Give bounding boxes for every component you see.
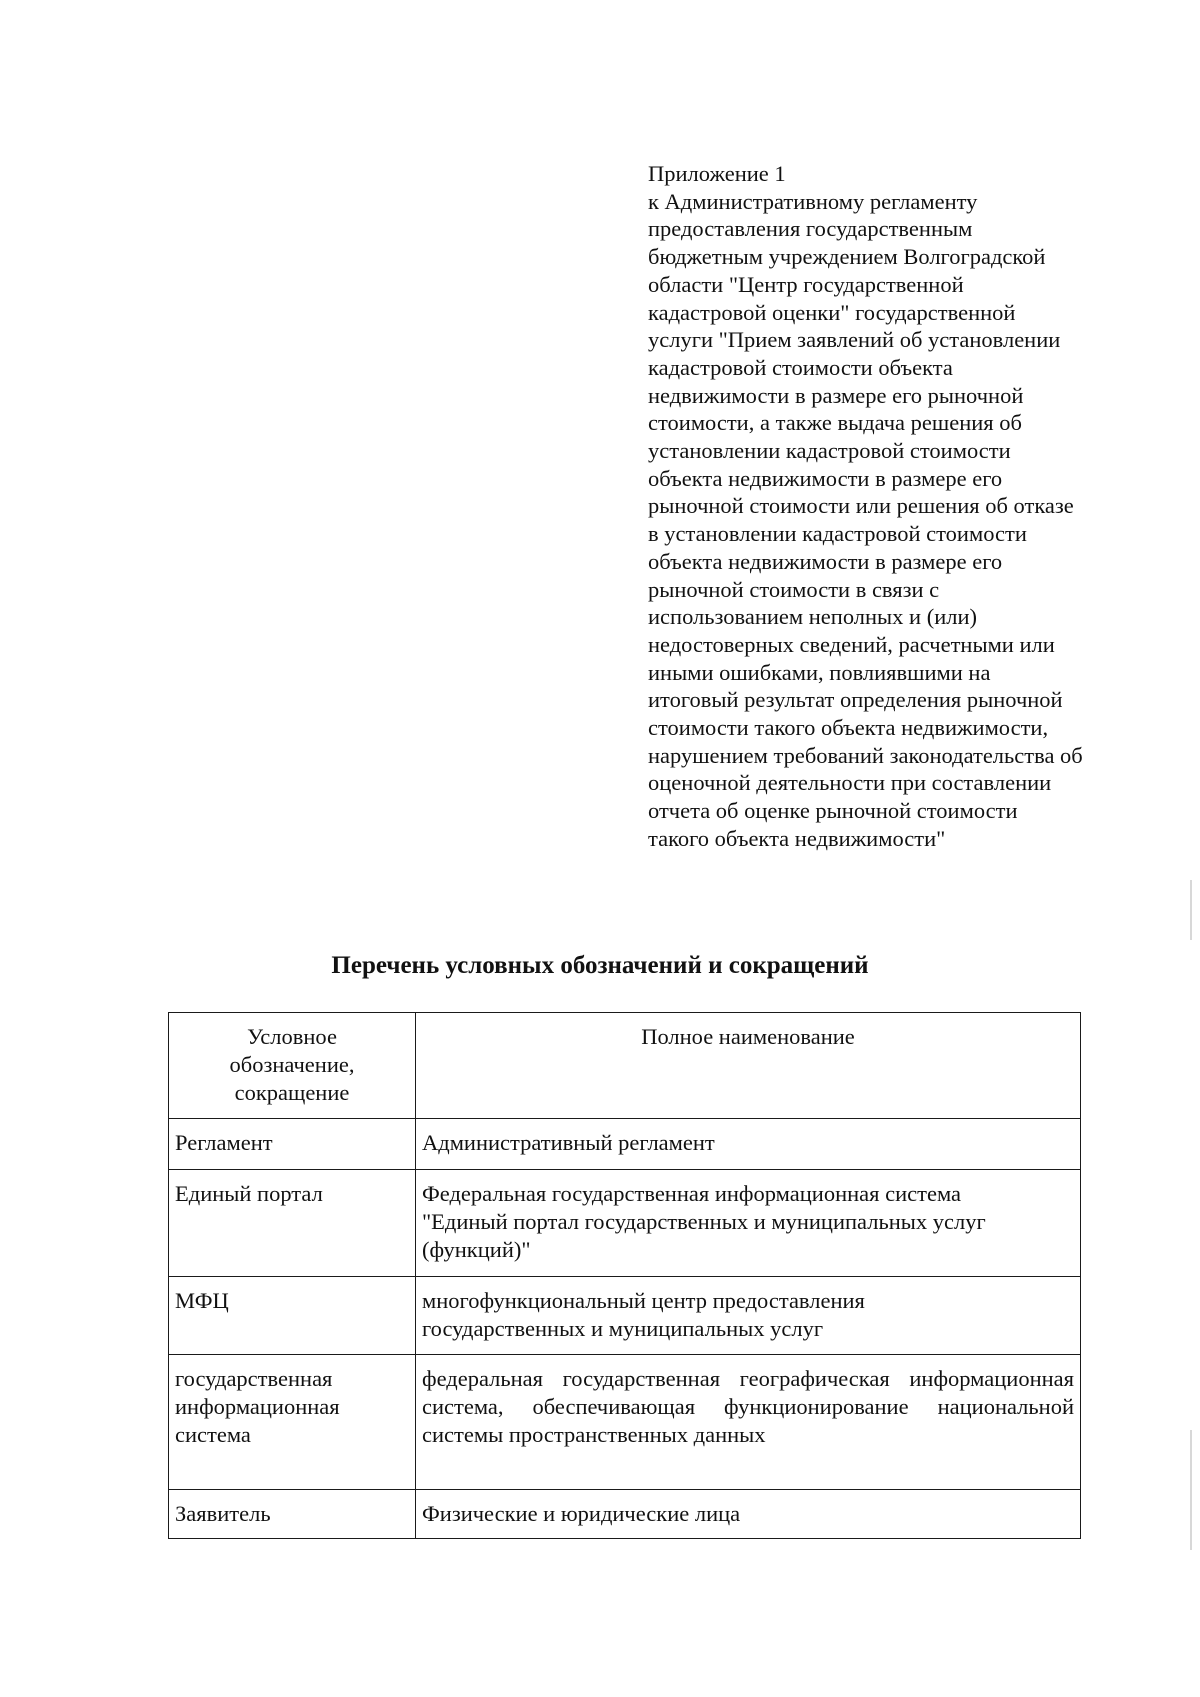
annex-line: установлении кадастровой стоимости (648, 438, 1011, 464)
header-abbreviation-line: Условное (247, 1024, 337, 1049)
full-name-line: "Единый портал государственных и муниципальных услуг (422, 1209, 986, 1234)
abbreviation-cell (169, 1355, 416, 1490)
table-row (169, 1277, 1081, 1355)
header-full-name-cell: Полное наименование (416, 1013, 1081, 1119)
scan-margin-mark (1190, 1430, 1192, 1550)
annex-line: к Административному регламенту (648, 188, 978, 214)
annex-line: нарушением требований законодательства об (648, 742, 1083, 768)
table-header-row (169, 1013, 1081, 1119)
table-row (169, 1355, 1081, 1490)
full-name-cell (416, 1170, 1081, 1277)
full-name-line: (функций)" (422, 1237, 531, 1262)
full-name-cell (416, 1277, 1081, 1355)
annex-line: стоимости, а также выдача решения об (648, 410, 1022, 436)
annex-line: объекта недвижимости в размере его (648, 465, 1003, 491)
annex-line: услуги "Прием заявлений об установлении (648, 327, 1061, 353)
annex-line: кадастровой стоимости объекта (648, 354, 953, 380)
abbreviation-cell: Единый портал (169, 1170, 416, 1277)
full-name-cell: Административный регламент (416, 1119, 1081, 1170)
annex-line: итоговый результат определения рыночной (648, 687, 1063, 713)
annex-line: рыночной стоимости или решения об отказе (648, 493, 1074, 519)
annex-line: отчета об оценке рыночной стоимости (648, 798, 1018, 824)
full-name-line: государственных и муниципальных услуг (422, 1316, 824, 1341)
annex-line: кадастровой оценки" государственной (648, 299, 1016, 325)
annex-line: рыночной стоимости в связи с (648, 576, 940, 602)
annex-line: такого объекта недвижимости" (648, 825, 946, 851)
annex-heading-block (648, 160, 1118, 853)
annex-line: недвижимости в размере его рыночной (648, 382, 1024, 408)
abbreviations-table (168, 1012, 1081, 1539)
table-row (169, 1170, 1081, 1277)
annex-line: области "Центр государственной (648, 271, 964, 297)
annex-line: стоимости такого объекта недвижимости, (648, 715, 1049, 741)
page-title: Перечень условных обозначений и сокращений (331, 952, 869, 979)
full-name-cell: Физические и юридические лица (416, 1490, 1081, 1539)
annex-line: недостоверных сведений, расчетными или (648, 631, 1055, 657)
annex-line: бюджетным учреждением Волгоградской (648, 244, 1046, 270)
abbreviation-cell: МФЦ (169, 1277, 416, 1355)
header-abbreviation-cell (169, 1013, 416, 1119)
abbreviation-line: информационная (175, 1394, 340, 1419)
annex-line: объекта недвижимости в размере его (648, 548, 1003, 574)
abbreviation-cell: Заявитель (169, 1490, 416, 1539)
annex-line: использованием неполных и (или) (648, 604, 978, 630)
annex-line: Приложение 1 (648, 161, 786, 186)
annex-line: оценочной деятельности при составлении (648, 770, 1052, 796)
full-name-line: многофункциональный центр предоставления (422, 1288, 865, 1313)
table-row (169, 1119, 1081, 1170)
full-name-cell: федеральная государственная географическая информационная система, обеспечивающая функционирование национальной системы пространственных данных (416, 1355, 1081, 1490)
abbreviation-line: система (175, 1422, 251, 1447)
abbreviation-line: государственная (175, 1366, 333, 1391)
table-row (169, 1490, 1081, 1539)
header-abbreviation-line: обозначение, (229, 1052, 355, 1077)
annex-line: предоставления государственным (648, 216, 973, 242)
annex-line: в установлении кадастровой стоимости (648, 521, 1027, 547)
header-abbreviation-line: сокращение (234, 1080, 350, 1105)
scan-margin-mark (1190, 880, 1192, 940)
abbreviation-cell: Регламент (169, 1119, 416, 1170)
full-name-line: Федеральная государственная информационная система (422, 1181, 962, 1206)
annex-line: иными ошибками, повлиявшими на (648, 659, 991, 685)
